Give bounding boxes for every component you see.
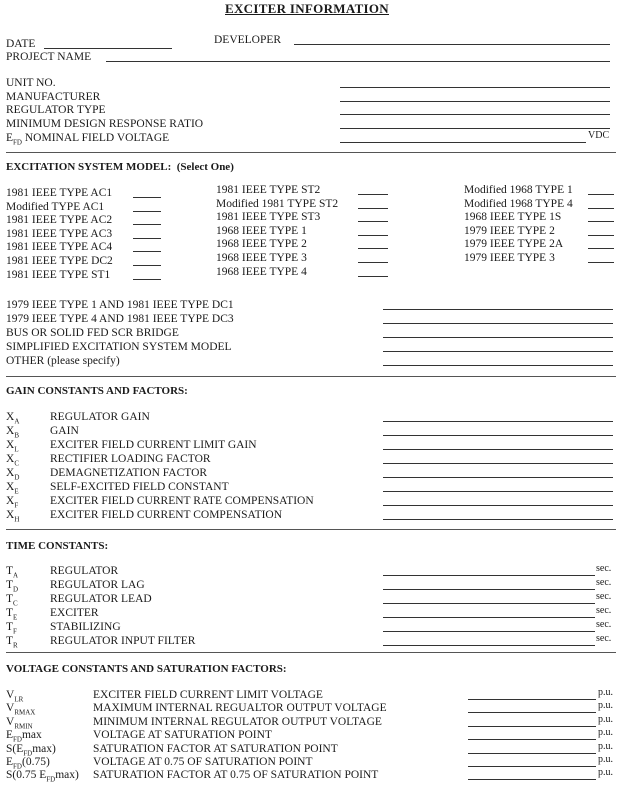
unit-field-input[interactable]: [340, 128, 610, 129]
symbol-text: X: [6, 425, 15, 437]
symbol-text: T: [6, 579, 14, 591]
efd-label: NOMINAL FIELD VOLTAGE: [24, 132, 170, 144]
model-option-label: 1968 IEEE TYPE 1: [216, 224, 307, 237]
model-option-label: 1981 IEEE TYPE ST2: [216, 184, 321, 196]
symbol-text: T: [6, 593, 14, 605]
time-value-field[interactable]: [383, 617, 595, 618]
symbol-suffix: (0.75): [21, 756, 50, 768]
sec-unit: sec.: [596, 563, 612, 574]
excitation-heading-text: EXCITATION SYSTEM MODEL:: [6, 161, 172, 173]
pu-unit: p.u.: [598, 713, 613, 725]
symbol-suffix: max): [55, 769, 79, 782]
gain-value-field[interactable]: [383, 449, 613, 450]
model-option-label: OTHER (please specify): [6, 355, 120, 367]
sec-unit: sec.: [596, 577, 612, 588]
model-option-checkbox[interactable]: [358, 262, 388, 263]
model-option-checkbox[interactable]: [133, 279, 161, 280]
time-label: STABILIZING: [50, 621, 121, 633]
model-option-checkbox[interactable]: [358, 235, 388, 236]
symbol-text: S(0.75 E: [6, 769, 47, 782]
symbol-suffix: max: [21, 729, 42, 742]
time-value-field[interactable]: [383, 631, 595, 632]
unit-field-input[interactable]: [340, 101, 610, 102]
pu-unit: p.u.: [598, 687, 613, 698]
voltage-value-field[interactable]: [468, 753, 596, 754]
pu-unit: p.u.: [598, 754, 613, 765]
symbol-subscript: H: [14, 515, 20, 524]
symbol-subscript: FD: [13, 762, 22, 771]
pu-unit: p.u.: [598, 767, 613, 779]
symbol-subscript: F: [14, 501, 19, 510]
gain-value-field[interactable]: [383, 477, 613, 478]
divider: [6, 152, 616, 153]
developer-field[interactable]: [294, 44, 610, 45]
sec-unit: sec.: [596, 619, 612, 630]
model-option-label: 1981 IEEE TYPE AC3: [6, 227, 113, 240]
gain-heading: GAIN CONSTANTS AND FACTORS:: [6, 385, 188, 397]
gain-value-field[interactable]: [383, 505, 613, 506]
symbol-subscript: RMIN: [14, 722, 33, 731]
efd-field-label: [6, 132, 169, 148]
efd-symbol: E: [6, 132, 14, 144]
model-option-label: 1981 IEEE TYPE ST1: [6, 268, 111, 281]
model-option-label: 1979 IEEE TYPE 3: [464, 252, 555, 264]
symbol-text: T: [6, 635, 14, 647]
date-field[interactable]: [44, 48, 172, 49]
model-option-checkbox[interactable]: [358, 194, 388, 195]
gain-label: EXCITER FIELD CURRENT RATE COMPENSATION: [50, 495, 314, 507]
symbol-suffix: max): [32, 742, 56, 755]
model-option-label: 1979 IEEE TYPE 2: [464, 224, 555, 237]
voltage-label: SATURATION FACTOR AT 0.75 OF SATURATION POINT: [93, 769, 379, 782]
model-option-label: SIMPLIFIED EXCITATION SYSTEM MODEL: [6, 341, 232, 353]
voltage-symbol: [6, 769, 79, 785]
voltage-value-field[interactable]: [468, 739, 596, 740]
symbol-text: V: [6, 715, 15, 728]
symbol-subscript: R: [13, 641, 18, 650]
symbol-subscript: L: [14, 445, 19, 454]
symbol-text: E: [6, 756, 14, 768]
voltage-label: MINIMUM INTERNAL REGULATOR OUTPUT VOLTAGE: [93, 715, 382, 728]
divider: [6, 376, 616, 377]
model-option-checkbox[interactable]: [133, 197, 161, 198]
model-option-checkbox[interactable]: [588, 248, 614, 249]
time-value-field[interactable]: [383, 589, 595, 590]
model-option-checkbox[interactable]: [133, 224, 161, 225]
symbol-subscript: E: [13, 613, 18, 622]
model-option-field[interactable]: [383, 337, 613, 338]
time-value-field[interactable]: [383, 603, 595, 604]
gain-label: EXCITER FIELD CURRENT COMPENSATION: [50, 509, 283, 521]
symbol-subscript: E: [14, 487, 19, 496]
symbol-text: X: [6, 467, 15, 479]
model-option-label: Modified TYPE AC1: [6, 200, 105, 213]
vdc-unit: VDC: [588, 130, 610, 141]
model-option-label: 1979 IEEE TYPE 1 AND 1981 IEEE TYPE DC1: [6, 299, 234, 311]
symbol-subscript: A: [13, 571, 19, 580]
symbol-text: E: [6, 729, 14, 742]
symbol-text: X: [6, 509, 15, 521]
voltage-label: VOLTAGE AT SATURATION POINT: [93, 729, 272, 742]
model-option-checkbox[interactable]: [133, 211, 161, 212]
model-option-label: 1979 IEEE TYPE 4 AND 1981 IEEE TYPE DC3: [6, 313, 234, 325]
gain-label: DEMAGNETIZATION FACTOR: [50, 467, 208, 479]
model-option-checkbox[interactable]: [133, 265, 161, 266]
unit-field-label: REGULATOR TYPE: [6, 104, 106, 117]
model-option-label: Modified 1968 TYPE 1: [464, 184, 573, 196]
unit-field-label: MANUFACTURER: [6, 90, 101, 103]
gain-label: REGULATOR GAIN: [50, 411, 150, 423]
time-label: REGULATOR LEAD: [50, 593, 152, 605]
symbol-text: V: [6, 702, 15, 715]
model-option-checkbox[interactable]: [358, 208, 388, 209]
pu-unit: p.u.: [598, 727, 613, 739]
gain-label: GAIN: [50, 425, 79, 437]
gain-value-field[interactable]: [383, 519, 613, 520]
unit-field-label: MINIMUM DESIGN RESPONSE RATIO: [6, 118, 204, 131]
symbol-text: T: [6, 565, 14, 577]
model-option-label: 1981 IEEE TYPE ST3: [216, 211, 321, 224]
symbol-text: X: [6, 439, 15, 451]
model-option-checkbox[interactable]: [588, 235, 614, 236]
gain-label: SELF-EXCITED FIELD CONSTANT: [50, 481, 229, 493]
symbol-text: V: [6, 689, 15, 701]
time-value-field[interactable]: [383, 575, 595, 576]
voltage-value-field[interactable]: [468, 726, 596, 727]
unit-field-input[interactable]: [340, 87, 610, 88]
voltage-label: SATURATION FACTOR AT SATURATION POINT: [93, 742, 338, 755]
pu-unit: p.u.: [598, 700, 613, 712]
symbol-subscript: B: [14, 431, 19, 440]
model-option-field[interactable]: [383, 365, 613, 366]
gain-value-field[interactable]: [383, 463, 613, 464]
time-heading: TIME CONSTANTS:: [6, 540, 109, 552]
model-option-label: 1968 IEEE TYPE 3: [216, 252, 307, 264]
symbol-subscript: RMAX: [14, 708, 36, 717]
symbol-subscript: F: [13, 627, 17, 636]
time-label: REGULATOR INPUT FILTER: [50, 635, 196, 647]
gain-label: EXCITER FIELD CURRENT LIMIT GAIN: [50, 439, 257, 451]
developer-label: DEVELOPER: [214, 34, 282, 46]
voltage-value-field[interactable]: [468, 766, 596, 767]
symbol-subscript: A: [14, 417, 20, 426]
gain-value-field[interactable]: [383, 435, 613, 436]
voltage-value-field[interactable]: [468, 712, 596, 713]
symbol-subscript: D: [14, 473, 20, 482]
model-option-field[interactable]: [383, 323, 613, 324]
symbol-text: X: [6, 481, 15, 493]
model-option-checkbox[interactable]: [358, 221, 388, 222]
model-option-label: 1979 IEEE TYPE 2A: [464, 238, 564, 251]
model-option-checkbox[interactable]: [358, 276, 388, 277]
model-option-label: BUS OR SOLID FED SCR BRIDGE: [6, 327, 179, 339]
symbol-text: X: [6, 411, 15, 423]
efd-subscript: FD: [13, 138, 22, 147]
symbol-subscript: FD: [46, 775, 56, 784]
model-option-label: 1968 IEEE TYPE 4: [216, 265, 307, 278]
model-option-checkbox[interactable]: [133, 251, 161, 252]
model-option-label: 1968 IEEE TYPE 1S: [464, 211, 562, 224]
voltage-label: VOLTAGE AT 0.75 OF SATURATION POINT: [93, 756, 313, 768]
model-option-label: 1968 IEEE TYPE 2: [216, 238, 307, 251]
project-name-field[interactable]: [106, 61, 610, 62]
sec-unit: sec.: [596, 605, 612, 616]
efd-field[interactable]: [340, 142, 586, 143]
select-one-note: (Select One): [176, 161, 234, 173]
symbol-subscript: FD: [23, 748, 33, 757]
model-option-label: Modified 1968 TYPE 4: [464, 197, 573, 210]
project-name-label: PROJECT NAME: [6, 51, 92, 63]
excitation-heading: [6, 161, 234, 173]
pu-unit: p.u.: [598, 740, 613, 752]
time-label: REGULATOR LAG: [50, 579, 145, 591]
time-value-field[interactable]: [383, 645, 595, 646]
model-option-checkbox[interactable]: [588, 262, 614, 263]
symbol-subscript: C: [14, 459, 19, 468]
gain-value-field[interactable]: [383, 421, 613, 422]
symbol-subscript: FD: [13, 735, 22, 744]
model-option-label: 1981 IEEE TYPE AC1: [6, 187, 113, 199]
symbol-text: T: [6, 607, 14, 619]
sec-unit: sec.: [596, 591, 612, 602]
unit-field-label: UNIT NO.: [6, 77, 56, 89]
symbol-text: T: [6, 621, 14, 633]
date-label: DATE: [6, 38, 36, 50]
voltage-value-field[interactable]: [468, 779, 596, 780]
model-option-label: 1981 IEEE TYPE AC2: [6, 214, 113, 227]
symbol-text: X: [6, 453, 15, 465]
symbol-subscript: C: [13, 599, 18, 608]
model-option-label: 1981 IEEE TYPE AC4: [6, 241, 113, 254]
voltage-value-field[interactable]: [468, 699, 596, 700]
symbol-subscript: D: [13, 585, 19, 594]
model-option-field[interactable]: [383, 309, 613, 310]
page-title: EXCITER INFORMATION: [225, 1, 389, 16]
model-option-checkbox[interactable]: [588, 221, 614, 222]
voltage-label: MAXIMUM INTERNAL REGUALTOR OUTPUT VOLTAGE: [93, 702, 387, 715]
model-option-checkbox[interactable]: [133, 238, 161, 239]
gain-symbol: [6, 509, 19, 525]
model-option-field[interactable]: [383, 351, 613, 352]
model-option-label: 1981 IEEE TYPE DC2: [6, 255, 113, 267]
gain-value-field[interactable]: [383, 491, 613, 492]
model-option-checkbox[interactable]: [588, 194, 614, 195]
model-option-label: Modified 1981 TYPE ST2: [216, 197, 339, 210]
unit-field-input[interactable]: [340, 114, 610, 115]
divider: [6, 529, 616, 530]
symbol-text: X: [6, 495, 15, 507]
time-symbol: [6, 635, 18, 651]
gain-label: RECTIFIER LOADING FACTOR: [50, 453, 211, 465]
time-label: REGULATOR: [50, 565, 119, 577]
sec-unit: sec.: [596, 633, 612, 644]
symbol-subscript: LR: [14, 695, 24, 704]
voltage-label: EXCITER FIELD CURRENT LIMIT VOLTAGE: [93, 689, 323, 701]
voltage-heading: VOLTAGE CONSTANTS AND SATURATION FACTORS:: [6, 663, 287, 675]
model-option-checkbox[interactable]: [588, 208, 614, 209]
model-option-checkbox[interactable]: [358, 248, 388, 249]
time-label: EXCITER: [50, 607, 99, 619]
divider: [6, 652, 616, 653]
symbol-text: S(E: [6, 742, 24, 755]
